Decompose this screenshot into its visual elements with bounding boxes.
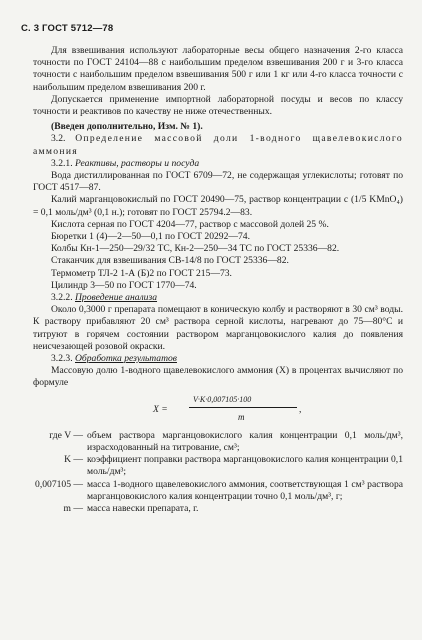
- definition-symbol: m —: [63, 502, 83, 514]
- definition-symbol: K —: [64, 454, 83, 466]
- paragraph-flasks: Колбы Кн-1—250—29/32 ТС, Кн-2—250—34 ТС по ГОСТ 25336—82.: [51, 243, 340, 255]
- amendment-note: (Введен дополнительно, Изм. № 1).: [51, 121, 203, 133]
- formula-numerator: V·K·0,007105·100: [193, 394, 252, 404]
- section-heading-3-2-3: [33, 353, 403, 365]
- section-title: Определение массовой доли 1-водного щавелевокислого аммония: [33, 133, 403, 157]
- definition-v: [33, 430, 403, 454]
- definition-text: коэффициент поправки раствора марганцовокислого калия концентрации 0,1 моль/дм³;: [87, 454, 403, 478]
- section-number: 3.2.2.: [51, 292, 73, 304]
- paragraph-glass: Стаканчик для взвешивания СВ-14/8 по ГОСТ 25336—82.: [51, 255, 289, 267]
- section-title: Обработка результатов: [75, 353, 177, 365]
- variable-definitions: [33, 430, 403, 515]
- paragraph-weights: Для взвешивания используют лабораторные весы общего назначения 2-го класса точности по ГОСТ 24104—88 с наибольшим пределом взвешивания 200 г и 3-го класса точности с наибольшим пределом взвешивания 500 г или 1 кг или 4-го класса точности с наибольшим пределом взвешивания 200 г.: [33, 45, 403, 93]
- section-number: 3.2.3.: [51, 353, 73, 365]
- section-heading-3-2-1: [33, 158, 403, 170]
- definition-text: объем раствора марганцовокислого калия концентрации 0,1 моль/дм³, израсходованный на титрование, см³;: [87, 429, 403, 453]
- paragraph-kmno4: Калий марганцовокислый по ГОСТ 20490—75, раствор концентрации c (1/5 KMnO₄) = 0,1 моль/дм³ (0,1 н.); готовят по ГОСТ 25794.2—83.: [33, 194, 403, 218]
- paragraph-water: Вода дистиллированная по ГОСТ 6709—72, не содержащая углекислоты; готовят по ГОСТ 4517—87.: [33, 170, 403, 194]
- section-number: 3.2.1.: [51, 157, 73, 169]
- formula-lhs: X =: [153, 403, 168, 415]
- fraction-bar: [189, 407, 297, 408]
- formula-denominator: m: [238, 411, 245, 422]
- paragraph-thermometer: Термометр ТЛ-2 1-А (Б)2 по ГОСТ 215—73.: [51, 267, 232, 279]
- definition-mass-equivalent: [33, 479, 403, 503]
- definition-symbol: 0,007105 —: [35, 478, 83, 490]
- paragraph-cylinder: Цилиндр 3—50 по ГОСТ 1770—74.: [51, 279, 197, 291]
- paragraph-acid: Кислота серная по ГОСТ 4204—77, раствор с массовой долей 25 %.: [51, 218, 329, 230]
- formula-comma: ,: [299, 403, 302, 415]
- paragraph-import: Допускается применение импортной лабораторной посуды и весов по классу точности и реактивов по качеству не ниже отечественных.: [33, 93, 403, 118]
- definition-text: масса навески препарата, г.: [87, 502, 199, 514]
- section-title: Реактивы, растворы и посуда: [75, 157, 200, 169]
- section-number: 3.2.: [51, 133, 66, 145]
- page-header: С. 3 ГОСТ 5712—78: [21, 23, 114, 34]
- formula: [33, 392, 403, 428]
- section-title: Проведение анализа: [75, 292, 158, 304]
- definition-symbol: где V —: [49, 429, 83, 441]
- document-body: [33, 45, 403, 515]
- definition-m: [33, 503, 403, 515]
- paragraph-calc-intro: Массовую долю 1-водного щавелевокислого аммония (X) в процентах вычисляют по формуле: [33, 365, 403, 389]
- section-heading-3-2: [33, 133, 403, 157]
- definition-k: [33, 454, 403, 478]
- paragraph-analysis: Около 0,3000 г препарата помещают в коническую колбу и растворяют в 30 см³ воды. К раствору прибавляют 20 см³ раствора серной кислоты, нагревают до 75—80°С и титруют в горячем состоянии раствором марганцовокислого калия до появления неисчезающей розовой окраски.: [33, 304, 403, 352]
- section-heading-3-2-2: [33, 292, 403, 304]
- definition-text: масса 1-водного щавелевокислого аммония, соответствующая 1 см³ раствора марганцовокислого калия концентрации точно 0,1 моль/дм³, г;: [87, 478, 403, 502]
- paragraph-burettes: Бюретки 1 (4)—2—50—0,1 по ГОСТ 20292—74.: [51, 231, 250, 243]
